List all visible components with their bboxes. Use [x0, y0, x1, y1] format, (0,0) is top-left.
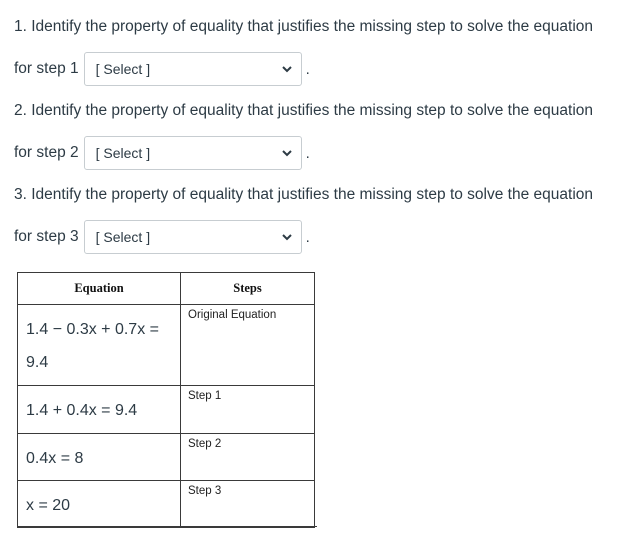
question-1-answer-line	[14, 51, 310, 87]
question-3-answer-line	[14, 219, 310, 255]
question-1-period: .	[305, 60, 310, 78]
step-cell: Step 1	[188, 390, 222, 402]
step-cell: Original Equation	[188, 309, 277, 321]
step-cell: Step 2	[188, 438, 222, 450]
step-1-select[interactable]	[84, 52, 302, 86]
step-1-select-value: [ Select ]	[95, 61, 151, 77]
table-row	[18, 386, 315, 434]
question-3-period: .	[305, 228, 310, 246]
table-row	[18, 434, 315, 481]
chevron-down-icon	[281, 231, 293, 243]
step-2-select[interactable]	[84, 136, 302, 170]
question-3-prompt: 3. Identify the property of equality that justifies the missing step to solve the equation	[14, 186, 594, 203]
question-2	[14, 101, 634, 162]
question-2-answer-line	[14, 135, 310, 171]
equation-cell: 1.4 + 0.4x = 9.4	[26, 402, 138, 419]
question-2-prompt: 2. Identify the property of equality that justifies the missing step to solve the equation	[14, 102, 594, 119]
question-2-label: for step 2	[14, 144, 79, 161]
table-row	[18, 305, 315, 386]
table-row	[18, 481, 315, 528]
question-1-label: for step 1	[14, 60, 79, 77]
header-equation: Equation	[18, 273, 181, 305]
question-2-period: .	[305, 144, 310, 162]
header-steps: Steps	[181, 273, 315, 305]
question-3	[14, 185, 634, 246]
chevron-down-icon	[281, 63, 293, 75]
step-3-select-value: [ Select ]	[95, 229, 151, 245]
table-bottom-rule	[17, 526, 317, 527]
question-1-prompt: 1. Identify the property of equality that justifies the missing step to solve the equation	[14, 18, 594, 35]
chevron-down-icon	[281, 147, 293, 159]
question-3-label: for step 3	[14, 228, 79, 245]
question-1	[14, 17, 634, 78]
equation-cell: x = 20	[26, 497, 71, 514]
equation-cell: 1.4 − 0.3x + 0.7x = 9.4	[26, 321, 159, 371]
step-cell: Step 3	[188, 485, 222, 497]
step-3-select[interactable]	[84, 220, 302, 254]
step-2-select-value: [ Select ]	[95, 145, 151, 161]
equation-steps-table	[17, 272, 315, 528]
table-header-row	[18, 273, 315, 305]
equation-cell: 0.4x = 8	[26, 450, 84, 467]
